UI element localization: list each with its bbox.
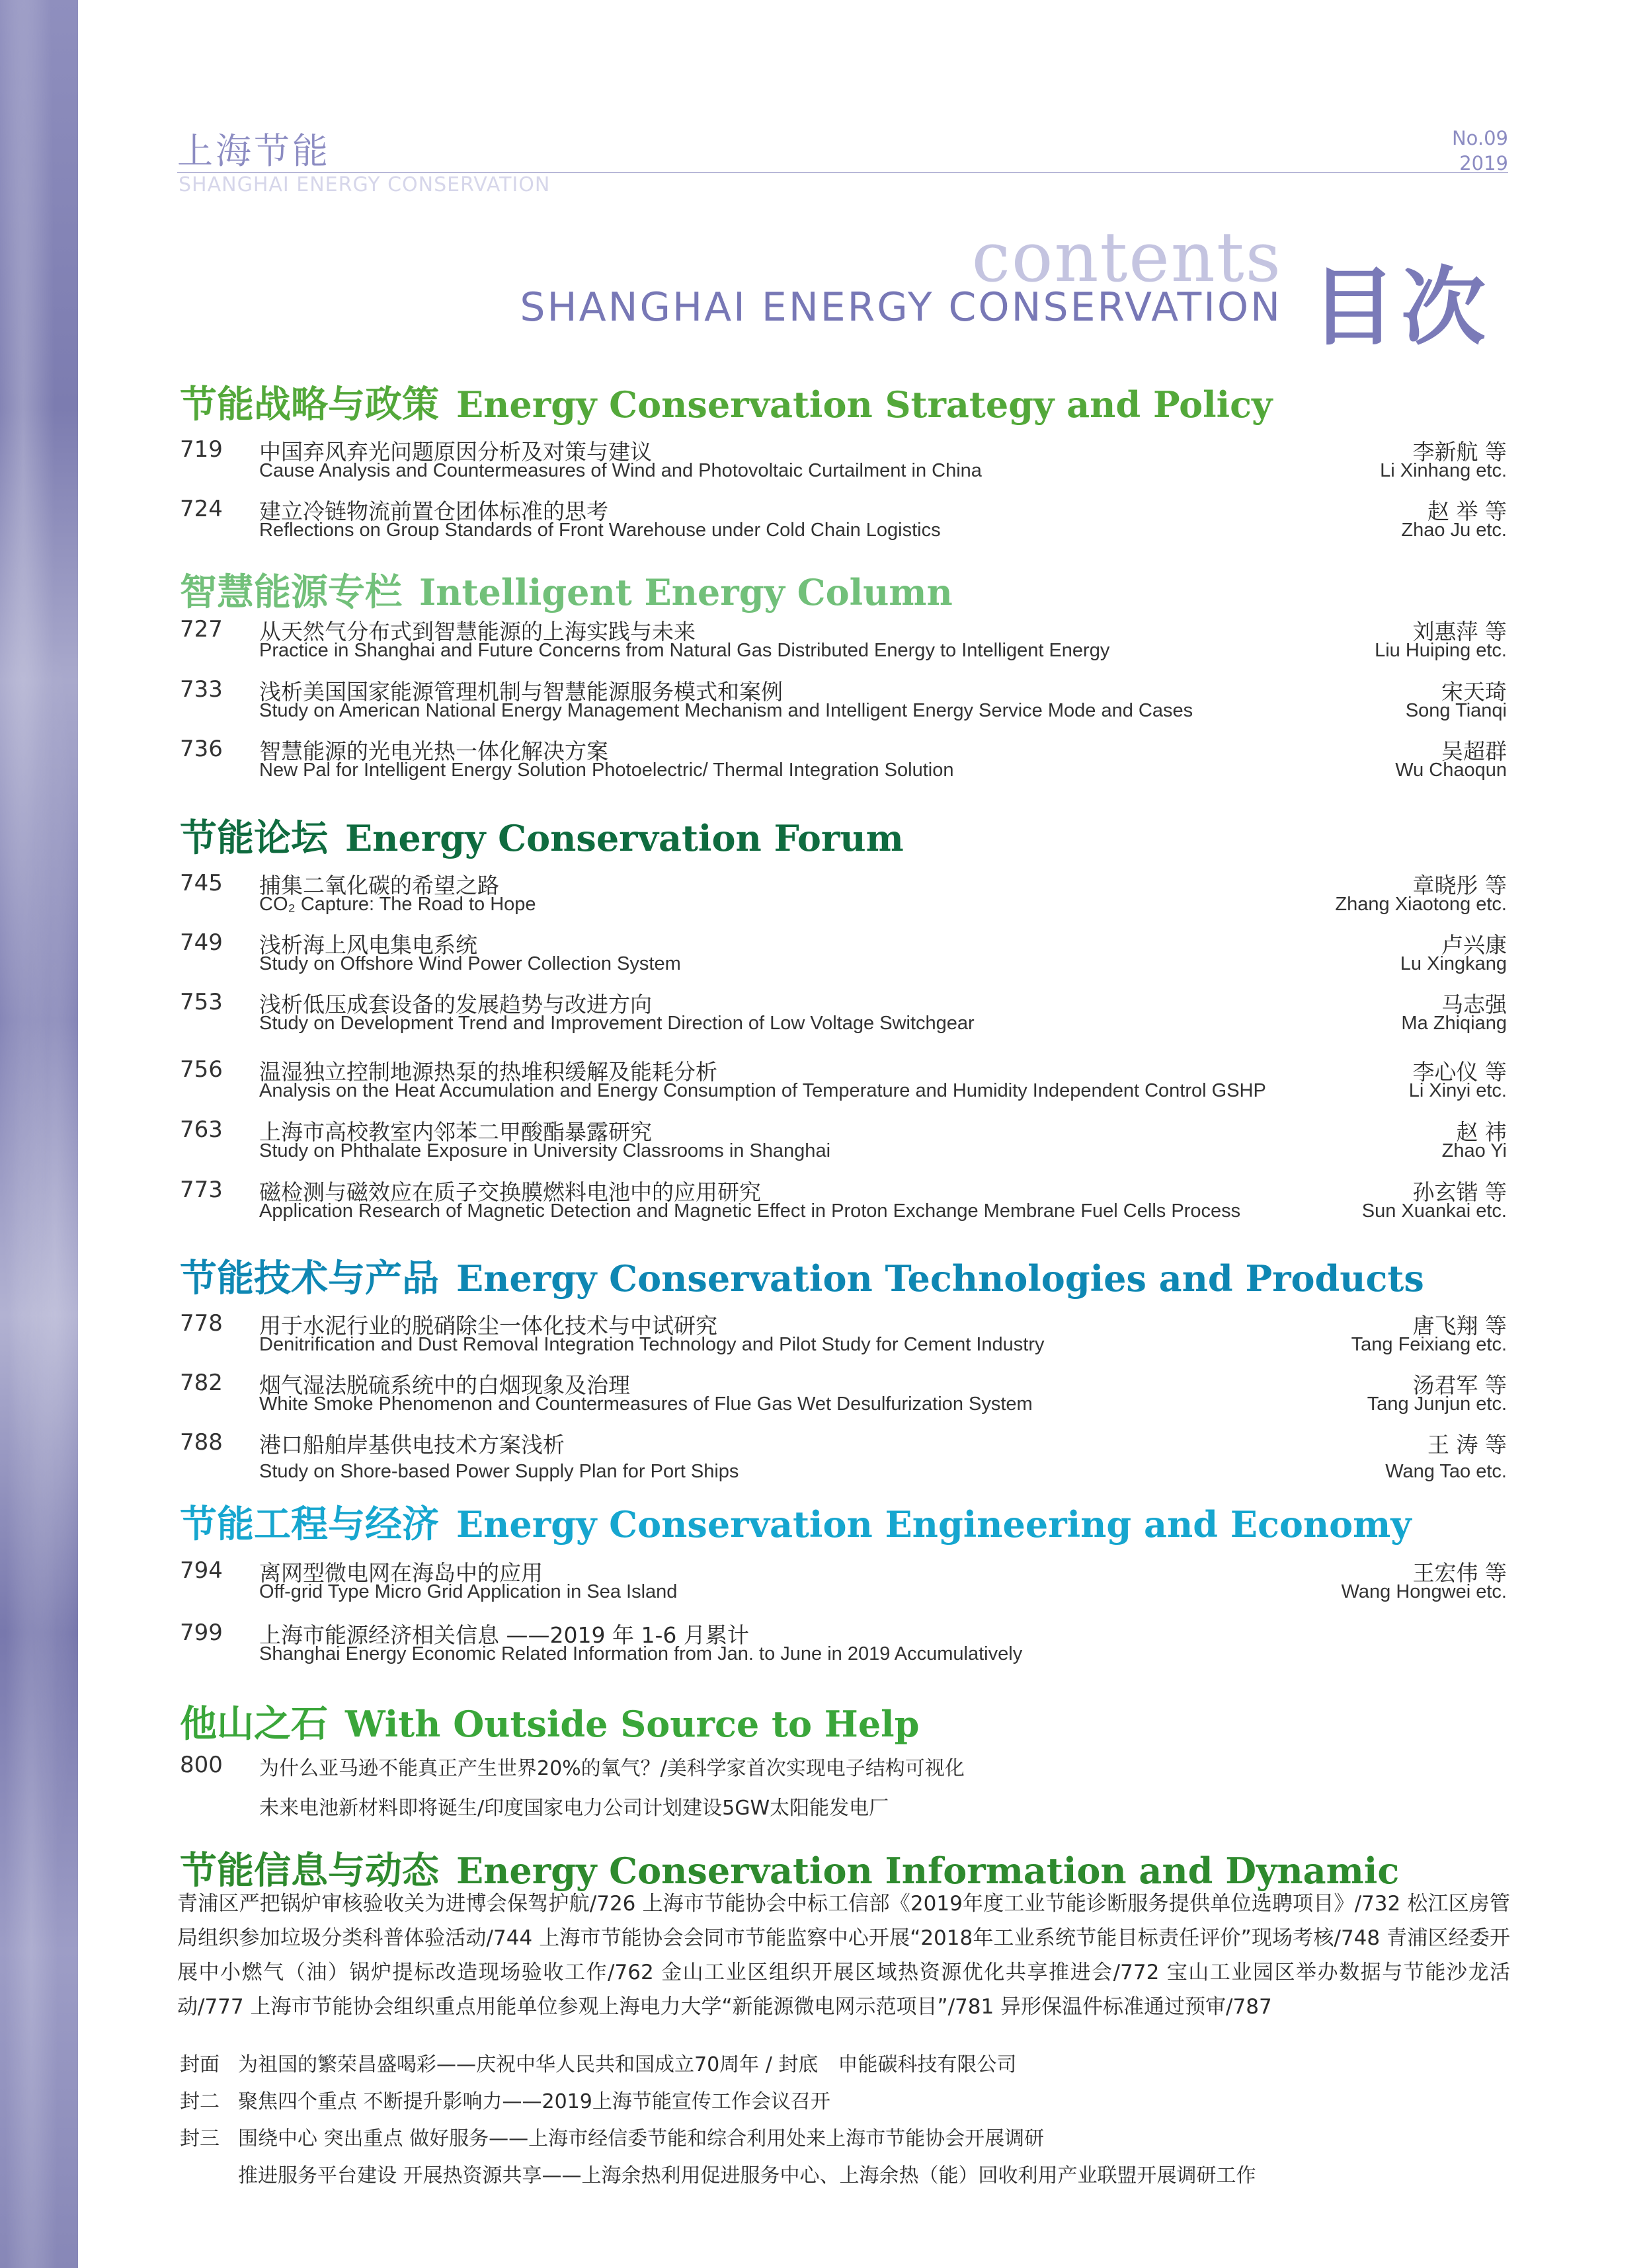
- page-number: 719: [180, 436, 223, 463]
- page-number: 733: [180, 676, 223, 703]
- article-title: 上海市高校教室内邻苯二甲酸酯暴露研究: [259, 1119, 652, 1145]
- cover-note: 封面 为祖国的繁荣昌盛喝彩——庆祝中华人民共和国成立70周年 / 封底 申能碳科技有限公司: [180, 2053, 1017, 2076]
- article-title: 为什么亚马逊不能真正产生世界20%的氧气？/美科学家首次实现电子结构可视化: [259, 1757, 965, 1780]
- article-title: 从天然气分布式到智慧能源的上海实践与未来: [259, 619, 696, 645]
- article-author-en: Li Xinyi etc.: [1408, 1080, 1507, 1101]
- article-author: 吴超群: [1441, 738, 1507, 764]
- article-author: 刘惠萍 等: [1412, 619, 1507, 645]
- page-number: 800: [180, 1752, 223, 1778]
- page-number: 756: [180, 1056, 223, 1083]
- article-author: 李新航 等: [1412, 439, 1507, 465]
- article-title: 中国弃风弃光问题原因分析及对策与建议: [259, 439, 652, 465]
- magazine-title-en: SHANGHAI ENERGY CONSERVATION: [179, 173, 551, 196]
- article-author: 汤君军 等: [1412, 1372, 1507, 1398]
- page-number: 753: [180, 989, 223, 1015]
- article-subtitle: CO₂ Capture: The Road to Hope: [259, 894, 536, 915]
- article-title-secondary: 未来电池新材料即将诞生/印度国家电力公司计划建设5GW太阳能发电厂: [259, 1797, 889, 1820]
- article-title: 温湿独立控制地源热泵的热堆积缓解及能耗分析: [259, 1059, 717, 1085]
- article-author-en: Wang Hongwei etc.: [1341, 1581, 1507, 1602]
- article-subtitle: Analysis on the Heat Accumulation and Energy Consumption of Temperature and Humidity Independent Control GSHP: [259, 1080, 1266, 1101]
- article-title: 智慧能源的光电光热一体化解决方案: [259, 738, 608, 764]
- section-heading-intelligent: 智慧能源专栏 Intelligent Energy Column: [180, 570, 953, 614]
- article-title: 浅析海上风电集电系统: [259, 932, 477, 958]
- article-author-en: Li Xinhang etc.: [1380, 460, 1507, 481]
- decorative-sidebar: [0, 0, 78, 2268]
- article-author: 赵 举 等: [1427, 498, 1507, 524]
- page-number: 782: [180, 1370, 223, 1396]
- section-heading-outside: 他山之石 With Outside Source to Help: [180, 1702, 920, 1746]
- article-title: 捕集二氧化碳的希望之路: [259, 873, 499, 898]
- page-number: 736: [180, 736, 223, 762]
- magazine-title-cn: 上海节能: [177, 130, 331, 172]
- article-author-en: Zhang Xiaotong etc.: [1335, 894, 1507, 915]
- article-title: 磁检测与磁效应在质子交换膜燃料电池中的应用研究: [259, 1179, 761, 1205]
- article-title: 烟气湿法脱硫系统中的白烟现象及治理: [259, 1372, 630, 1398]
- article-title: 离网型微电网在海岛中的应用: [259, 1560, 543, 1586]
- article-author: 赵 祎: [1456, 1119, 1507, 1145]
- page-number: 745: [180, 870, 223, 896]
- contents-subtitle: SHANGHAI ENERGY CONSERVATION: [520, 284, 1282, 331]
- article-author: 唐飞翔 等: [1412, 1313, 1507, 1339]
- article-subtitle: Practice in Shanghai and Future Concerns from Natural Gas Distributed Energy to Intelligent Energy: [259, 640, 1110, 661]
- article-subtitle: Denitrification and Dust Removal Integration Technology and Pilot Study for Cement Industry: [259, 1334, 1045, 1355]
- article-title: 港口船舶岸基供电技术方案浅析: [259, 1432, 565, 1458]
- news-briefs: 青浦区严把锅炉审核验收关为进博会保驾护航/726 上海市节能协会中标工信部《2019年度工业节能诊断服务提供单位选聘项目》/732 松江区房管局组织参加垃圾分类科普体验活动/744 上海市节能协会会同市节能监察中心开展“2018年工业系统节能目标责任评价”现场考核/748 青浦区经委开展中小燃气（油）锅炉提标改造现场验收工作/762 金山工业区组织开展区域热资源优化共享推进会/772 宝山工业园区举办数据与节能沙龙活动/777 上海市节能协会组织重点用能单位参观上海电力大学“新能源微电网示范项目”/781 异形保温件标准通过预审/787: [177, 1892, 1510, 2019]
- article-author: 宋天琦: [1441, 679, 1507, 705]
- issue-number: No.09: [1451, 127, 1508, 149]
- article-author: 孙玄锴 等: [1412, 1179, 1507, 1205]
- article-author-en: Sun Xuankai etc.: [1361, 1200, 1507, 1222]
- article-subtitle: Cause Analysis and Countermeasures of Wind and Photovoltaic Curtailment in China: [259, 460, 982, 481]
- section-heading-information: 节能信息与动态 Energy Conservation Information and Dynamic: [180, 1849, 1400, 1893]
- article-author: 马志强: [1441, 992, 1507, 1017]
- article-subtitle: Reflections on Group Standards of Front Warehouse under Cold Chain Logistics: [259, 520, 941, 541]
- article-author-en: Tang Junjun etc.: [1367, 1393, 1507, 1415]
- article-author: 李心仪 等: [1412, 1059, 1507, 1085]
- article-author-en: Ma Zhiqiang: [1401, 1013, 1507, 1034]
- article-title: 浅析低压成套设备的发展趋势与改进方向: [259, 992, 652, 1017]
- article-author-en: Wang Tao etc.: [1385, 1461, 1507, 1482]
- article-title: 上海市能源经济相关信息 ——2019 年 1-6 月累计: [259, 1622, 749, 1648]
- article-author-en: Zhao Yi: [1441, 1140, 1507, 1161]
- contents-word: contents: [971, 217, 1282, 297]
- page-number: 773: [180, 1177, 223, 1203]
- article-subtitle: Study on Development Trend and Improvement Direction of Low Voltage Switchgear: [259, 1013, 975, 1034]
- section-heading-forum: 节能论坛 Energy Conservation Forum: [180, 816, 904, 860]
- article-author-en: Song Tianqi: [1405, 700, 1507, 721]
- article-subtitle: Shanghai Energy Economic Related Information from Jan. to June in 2019 Accumulatively: [259, 1643, 1023, 1664]
- article-author: 王宏伟 等: [1412, 1560, 1507, 1586]
- article-subtitle: Study on American National Energy Management Mechanism and Intelligent Energy Service Mode and Cases: [259, 700, 1193, 721]
- article-subtitle: Study on Offshore Wind Power Collection System: [259, 953, 681, 974]
- page-number: 727: [180, 616, 223, 643]
- article-author-en: Lu Xingkang: [1400, 953, 1507, 974]
- article-author: 卢兴康: [1441, 932, 1507, 958]
- section-heading-strategy: 节能战略与政策 Energy Conservation Strategy and Policy: [180, 383, 1273, 426]
- article-subtitle: Study on Phthalate Exposure in University Classrooms in Shanghai: [259, 1140, 831, 1161]
- page-number: 724: [180, 496, 223, 522]
- cover-note: 推进服务平台建设 开展热资源共享——上海余热利用促进服务中心、上海余热（能）回收利用产业联盟开展调研工作: [238, 2164, 1256, 2187]
- article-subtitle: Off-grid Type Micro Grid Application in Sea Island: [259, 1581, 678, 1602]
- section-heading-technology: 节能技术与产品 Energy Conservation Technologies and Products: [180, 1257, 1424, 1300]
- article-subtitle: New Pal for Intelligent Energy Solution Photoelectric/ Thermal Integration Solution: [259, 760, 954, 781]
- section-heading-engineering: 节能工程与经济 Energy Conservation Engineering and Economy: [180, 1503, 1412, 1546]
- article-subtitle: Study on Shore-based Power Supply Plan for Port Ships: [259, 1461, 739, 1482]
- contents-title-cn: 目次: [1310, 258, 1491, 357]
- page-number: 763: [180, 1116, 223, 1143]
- article-subtitle: Application Research of Magnetic Detection and Magnetic Effect in Proton Exchange Membrane Fuel Cells Process: [259, 1200, 1241, 1222]
- page-number: 749: [180, 929, 223, 956]
- article-title: 浅析美国国家能源管理机制与智慧能源服务模式和案例: [259, 679, 783, 705]
- cover-note: 封三 围绕中心 突出重点 做好服务——上海市经信委节能和综合利用处来上海市节能协会开展调研: [180, 2127, 1045, 2150]
- article-subtitle: White Smoke Phenomenon and Countermeasures of Flue Gas Wet Desulfurization System: [259, 1393, 1033, 1415]
- page-number: 788: [180, 1429, 223, 1456]
- article-title: 建立冷链物流前置仓团体标准的思考: [259, 498, 608, 524]
- issue-info: [1452, 126, 1508, 176]
- article-title: 用于水泥行业的脱硝除尘一体化技术与中试研究: [259, 1313, 717, 1339]
- article-author-en: Zhao Ju etc.: [1401, 520, 1507, 541]
- page-number: 799: [180, 1620, 223, 1646]
- page-number: 794: [180, 1557, 223, 1584]
- article-author: 章晓彤 等: [1412, 873, 1507, 898]
- cover-note: 封二 聚焦四个重点 不断提升影响力——2019上海节能宣传工作会议召开: [180, 2090, 830, 2113]
- page-number: 778: [180, 1310, 223, 1337]
- issue-year: 2019: [1459, 152, 1508, 175]
- article-author-en: Liu Huiping etc.: [1375, 640, 1507, 661]
- article-author-en: Wu Chaoqun: [1395, 760, 1507, 781]
- article-author: 王 涛 等: [1427, 1432, 1507, 1458]
- article-author-en: Tang Feixiang etc.: [1351, 1334, 1507, 1355]
